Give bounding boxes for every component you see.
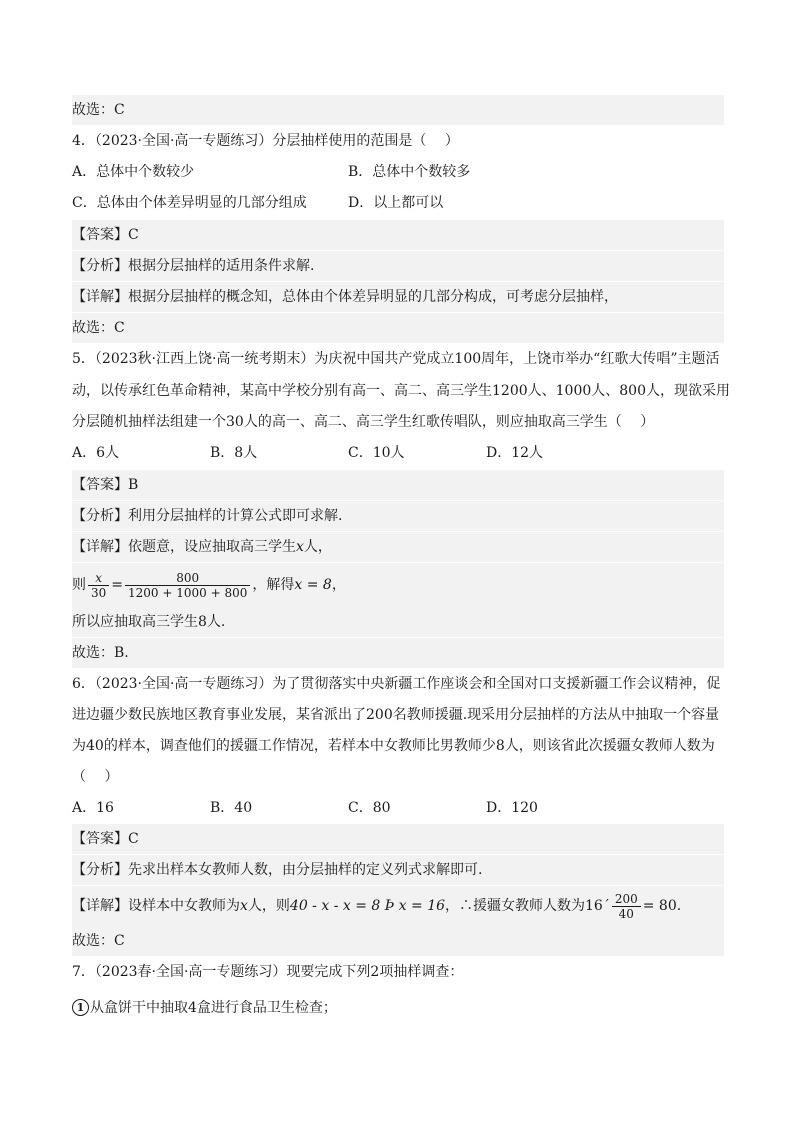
q6-detail-end: .	[676, 898, 682, 914]
q5-detail-text: 【详解】依题意，设应抽取高三学生	[72, 539, 296, 555]
q5-conclusion: 所以应抽取高三学生8人.	[72, 607, 724, 637]
q5-frac2-numerator: 800	[176, 570, 200, 585]
q6-answer: 【答案】C	[72, 824, 724, 854]
q5-frac1-denominator: 30	[88, 585, 109, 600]
q6-detail-post: ，∴援疆女教师人数为	[445, 898, 586, 914]
q5-choice: 故选：B.	[72, 638, 724, 668]
q5-stem-line-2: 动，以传承红色革命精神，某高中学校分别有高一、高二、高三学生1200人、1000人、800人，现欲采用	[72, 383, 730, 399]
q4-option-a: A．总体中个数较少	[72, 164, 195, 180]
q4-answer: 【答案】C	[72, 220, 724, 250]
q4-option-d: D．以上都可以	[348, 195, 444, 211]
q5-eq-result: x = 8	[294, 577, 332, 593]
q5-frac1-numerator: x	[95, 570, 103, 585]
q5-eq-end: ，	[331, 577, 346, 593]
q4-choice: 故选：C	[72, 313, 724, 343]
q6-detail-equation: 40 - x - x = 8 Þ x = 16	[289, 898, 446, 914]
q5-frac2-denominator: 1200 + 1000 + 800	[125, 585, 250, 600]
q6-option-c: C．80	[348, 800, 391, 816]
q6-stem-line-4: （ ）	[72, 769, 119, 785]
q6-frac-denominator: 40	[612, 906, 641, 921]
q4-analysis: 【分析】根据分层抽样的适用条件求解.	[72, 251, 724, 281]
q6-variable-x: x	[240, 898, 248, 914]
q4-option-c: C．总体由个体差异明显的几部分组成	[72, 195, 307, 211]
q7-item-1-text: 从盒饼干中抽取4盒进行食品卫生检查；	[90, 1000, 337, 1016]
q6-detail-text: 【详解】设样本中女教师为	[72, 898, 240, 914]
q6-detail-calc: 16´	[585, 898, 610, 914]
q5-stem-line-3: 分层随机抽样法组建一个30人的高一、高二、高三学生红歌传唱队，则应抽取高三学生（ ）	[72, 414, 655, 430]
q5-option-a: A．6人	[72, 445, 120, 461]
q6-option-b: B．40	[210, 800, 253, 816]
q6-stem-line-2: 进边疆少数民族地区教育事业发展，某省派出了200名教师援疆.现采用分层抽样的方法从中抽取一个容量	[72, 707, 720, 723]
q6-choice: 故选：C	[72, 926, 724, 956]
q5-detail-unit: 人，	[303, 539, 332, 555]
q4-option-b: B．总体中个数较多	[348, 164, 471, 180]
q5-stem-line-1: 5．（2023秋·江西上饶·高一统考期末）为庆祝中国共产党成立100周年，上饶市举办“红歌大传唱”主题活	[72, 351, 720, 367]
q6-option-a: A．16	[72, 800, 114, 816]
q6-analysis: 【分析】先求出样本女教师人数，由分层抽样的定义列式求解即可.	[72, 855, 724, 885]
q3-choice: 故选：C	[72, 95, 724, 125]
q5-option-d: D．12人	[486, 445, 544, 461]
q6-fraction-200-over-40	[612, 892, 641, 921]
q5-equation	[72, 563, 724, 607]
q4-stem: 4．（2023·全国·高一专题练习）分层抽样使用的范围是（ ）	[72, 133, 459, 149]
q5-detail	[72, 532, 724, 562]
q5-option-c: C．10人	[348, 445, 405, 461]
q7-item-1	[72, 993, 724, 1023]
q6-stem-line-1: 6．（2023·全国·高一专题练习）为了贯彻落实中央新疆工作座谈会和全国对口支援新疆工作会议精神，促	[72, 676, 721, 692]
q5-option-b: B．8人	[210, 445, 258, 461]
q5-analysis: 【分析】利用分层抽样的计算公式即可求解.	[72, 501, 724, 531]
q6-frac-numerator: 200	[614, 891, 638, 906]
q4-detail: 【详解】根据分层抽样的概念知，总体由个体差异明显的几部分构成，可考虑分层抽样，	[72, 282, 724, 312]
q6-detail-result: = 80	[642, 898, 677, 914]
q5-answer: 【答案】B	[72, 470, 724, 500]
q6-detail	[72, 886, 724, 926]
q6-option-d: D．120	[486, 800, 538, 816]
q5-eq-prefix: 则	[72, 577, 86, 593]
q5-fraction-x-over-30	[88, 571, 109, 600]
q5-eq-equals: =	[111, 577, 124, 593]
q5-eq-solve-text: ，解得	[252, 577, 295, 593]
q6-detail-mid: 人，则	[247, 898, 290, 914]
q6-stem-line-3: 为40的样本，调查他们的援疆工作情况，若样本中女教师比男教师少8人，则该省此次援疆女教师人数为	[72, 738, 715, 754]
q5-fraction-800-over-sum	[125, 571, 250, 600]
q7-stem: 7．（2023春·全国·高一专题练习）现要完成下列2项抽样调查：	[72, 964, 464, 980]
q5-variable-x: x	[296, 539, 304, 555]
circled-number-1: 1	[72, 999, 89, 1016]
